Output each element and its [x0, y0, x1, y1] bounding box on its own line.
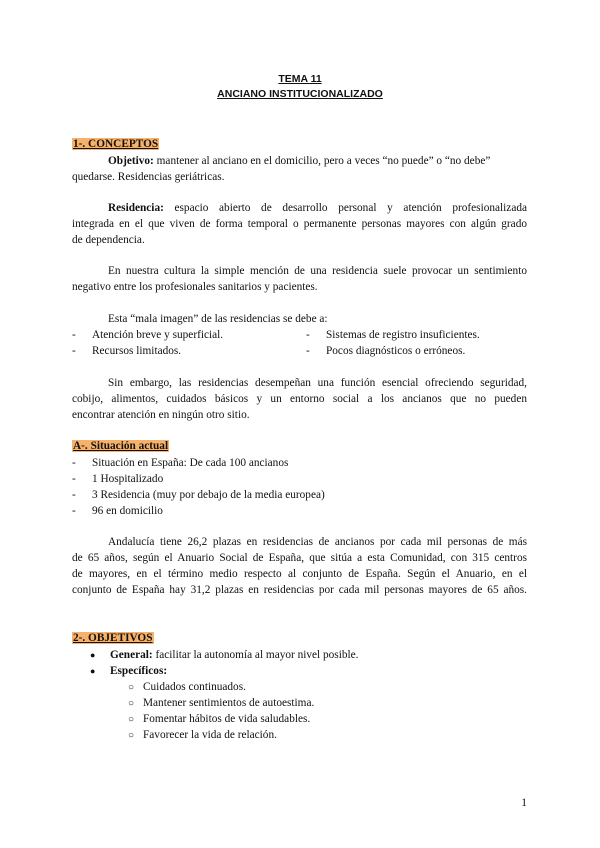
andalucia-text-2: de 65 años, según el Anuario Social de España, que sitúa a esta Comunidad, con 315 centros [72, 552, 527, 564]
objetivo-label: Objetivo: [108, 155, 154, 167]
section-heading-situacion-actual: A-. Situación actual [73, 440, 169, 452]
list-item: ○ Cuidados continuados. [128, 681, 246, 693]
list-item: - Situación en España: De cada 100 ancianos [72, 457, 289, 469]
residencia-text-2: integrada en el que viven de forma temporal o permanente personas mayores con algún grado [72, 218, 527, 230]
list-item: - Pocos diagnósticos o erróneos. [306, 345, 466, 357]
cultura-text-1: En nuestra cultura la simple mención de una residencia suele provocar un sentimiento [108, 265, 527, 277]
objetivo-text-2: quedarse. Residencias geriátricas. [72, 171, 225, 183]
page-number: 1 [521, 797, 527, 809]
list-item: ● Específicos: [90, 665, 168, 677]
list-item: ○ Mantener sentimientos de autoestima. [128, 697, 315, 709]
cultura-text-2: negativo entre los profesionales sanitarios y pacientes. [72, 281, 318, 293]
list-item: - Atención breve y superficial. [72, 329, 224, 341]
general-text: facilitar la autonomía al mayor nivel posible. [152, 649, 359, 661]
objetivo-text-1: mantener al anciano en el domicilio, pero a veces “no puede” o “no debe” [153, 155, 491, 167]
paragraph-residencia [72, 200, 527, 216]
section-heading-objetivos: 2-. OBJETIVOS [73, 632, 153, 644]
list-item: - Sistemas de registro insuficientes. [306, 329, 480, 341]
sin-embargo-text-3: encontrar atención en ningún otro sitio. [72, 409, 250, 421]
mala-imagen-intro: Esta “mala imagen” de las residencias se debe a: [108, 313, 328, 325]
list-item: ● General: facilitar la autonomía al mayor nivel posible. [90, 649, 359, 661]
list-item: ○ Fomentar hábitos de vida saludables. [128, 713, 311, 725]
list-item: - 1 Hospitalizado [72, 473, 164, 485]
andalucia-text-1: Andalucía tiene 26,2 plazas en residencias de ancianos por cada mil personas de más [108, 536, 527, 548]
andalucia-text-4: conjunto de España hay 31,2 plazas en residencias por cada mil personas mayores de 65 años. [72, 584, 527, 596]
residencia-label: Residencia: [108, 202, 164, 214]
residencia-text-3: de dependencia. [72, 234, 145, 246]
general-label: General: [110, 649, 153, 661]
sin-embargo-text-1: Sin embargo, las residencias desempeñan una función esencial ofreciendo seguridad, [108, 377, 527, 389]
list-item: - 3 Residencia (muy por debajo de la media europea) [72, 489, 325, 501]
list-item: ○ Favorecer la vida de relación. [128, 729, 277, 741]
residencia-text-1: espacio abierto de desarrollo personal y atención profesionalizada [163, 202, 527, 214]
especificos-label: Específicos: [110, 665, 168, 677]
section-heading-conceptos: 1-. CONCEPTOS [73, 138, 159, 150]
title-line-2: ANCIANO INSTITUCIONALIZADO [217, 88, 383, 100]
list-item: - 96 en domicilio [72, 505, 163, 517]
andalucia-text-3: de mayores, en el término medio respecto al conjunto de España. Según el Anuario, en el [72, 568, 527, 580]
list-item: - Recursos limitados. [72, 345, 182, 357]
sin-embargo-text-2: cobijo, alimentos, cuidados básicos y un entorno social a los ancianos que no pueden [72, 393, 527, 405]
title-line-1: TEMA 11 [278, 73, 322, 85]
document-title [0, 72, 600, 102]
paragraph-objetivo [72, 153, 527, 169]
